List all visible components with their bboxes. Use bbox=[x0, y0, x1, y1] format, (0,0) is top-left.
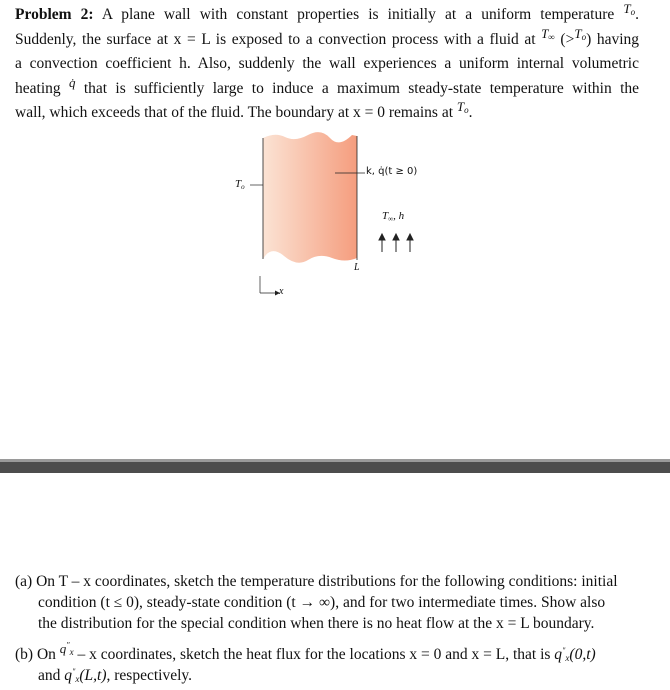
x-axis-label: x bbox=[279, 286, 284, 297]
question-a-line-3: the distribution for the special condition when there is no heat flow at the x = L boundary. bbox=[38, 615, 595, 632]
question-a-line-1: (a) On T – x coordinates, sketch the temperature distributions for the following conditions: initial bbox=[15, 573, 618, 590]
wall-figure bbox=[220, 128, 450, 303]
length-label: L bbox=[354, 262, 360, 273]
wall-body bbox=[263, 132, 357, 263]
problem-statement bbox=[15, 3, 639, 126]
question-b-line-2: and $q^"_x(L,t)$, respectively. bbox=[38, 667, 192, 685]
convection-arrows bbox=[379, 234, 413, 252]
page-divider bbox=[0, 462, 670, 473]
problem-label: Problem 2: bbox=[15, 6, 94, 23]
fluid-label: T∞, h bbox=[382, 210, 405, 223]
wall-diagram bbox=[220, 128, 450, 303]
property-label: k, q̇(t ≥ 0) bbox=[366, 166, 418, 177]
question-b-line-1: (b) On $^{q^"_x}$ – x coordinates, sketch the heat flux for the locations x = 0 and x = L, that is $q^"_x(0,t)$ bbox=[15, 640, 596, 664]
problem-line-3: a convection coefficient h. Also, suddenly the wall experiences a uniform internal volumetric bbox=[15, 55, 639, 72]
problem-line-1: Problem 2: A plane wall with constant properties is initially at a uniform temperature $^{T_o}$. bbox=[15, 1, 639, 23]
problem-line-2: Suddenly, the surface at x = L is exposed to a convection process with a fluid at $^{T_\infty}$ (>$^{T_o}$) having bbox=[15, 25, 640, 48]
problem-line-4: heating $^{q̇}$ that is sufficiently large to induce a maximum steady-state temperature within the bbox=[15, 74, 639, 97]
left-temp-label: To bbox=[235, 178, 245, 191]
problem-line-5: wall, which exceeds that of the fluid. The boundary at x = 0 remains at $^{T_o}$. bbox=[15, 99, 473, 121]
question-b bbox=[15, 640, 641, 685]
question-a-line-2: condition (t ≤ 0), steady-state condition (t → ∞), and for two intermediate times. Show also bbox=[38, 594, 606, 611]
question-a bbox=[15, 571, 641, 634]
